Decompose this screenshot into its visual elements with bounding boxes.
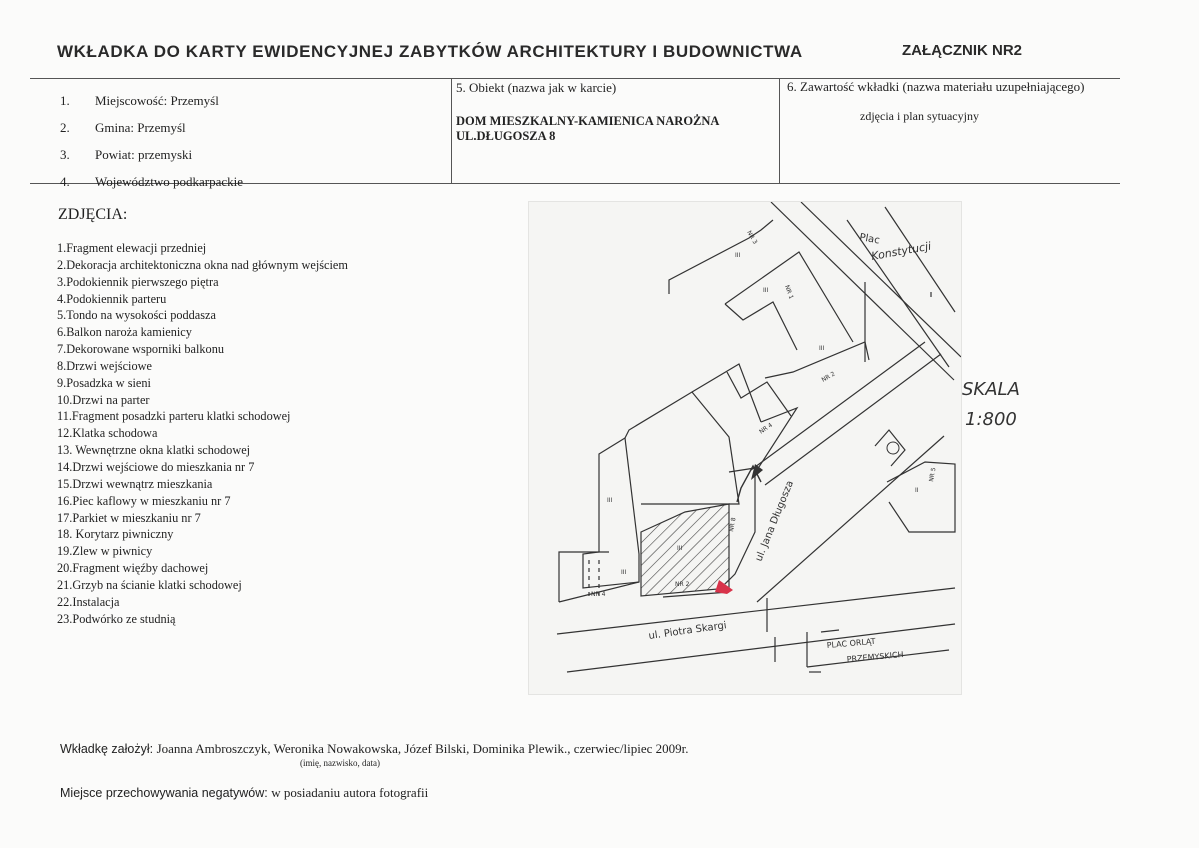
- map-label-nr-top: NR 3: [745, 229, 759, 246]
- column-divider-left: [451, 78, 452, 183]
- map-label-nr4-left: NR 4: [591, 591, 606, 598]
- photo-item: 2.Dekoracja architektoniczna okna nad głównym wejściem: [57, 257, 348, 272]
- founded-by: [60, 741, 689, 757]
- photo-item: 16.Piec kaflowy w mieszkaniu nr 7: [57, 493, 231, 508]
- street-edge: [801, 202, 961, 357]
- photos-list: [57, 240, 348, 627]
- photo-item: 10.Drzwi na parter: [57, 392, 150, 407]
- map-label-nr2: NR 2: [820, 370, 837, 384]
- parcel-outline: [875, 430, 905, 466]
- parcel-outline: [887, 462, 955, 532]
- document-title: WKŁADKA DO KARTY EWIDENCYJNEJ ZABYTKÓW ARCHITEKTURY I BUDOWNICTWA: [57, 42, 803, 61]
- location-list: [60, 93, 243, 201]
- parcel-outline: [757, 408, 797, 470]
- map-label-nr4: NR 4: [758, 421, 774, 436]
- photo-item: 23.Podwórko ze studnią: [57, 611, 176, 626]
- street-edge: [765, 354, 941, 485]
- photo-item: 15.Drzwi wewnątrz mieszkania: [57, 476, 213, 491]
- map-label-dlugosza: ul. Jana Długosza: [753, 479, 797, 564]
- photo-item: 6.Balkon naroża kamienicy: [57, 325, 192, 340]
- location-item: 2. Gmina: Przemyśl: [60, 120, 186, 135]
- map-label-storeys: III: [607, 497, 613, 504]
- photos-title: ZDJĘCIA:: [58, 206, 128, 223]
- photo-item: 4.Podokiennik parteru: [57, 291, 167, 306]
- contents-label: 6. Zawartość wkładki (nazwa materiału uzupełniającego): [787, 79, 1085, 94]
- map-label-plac-orlat: PLAC ORLĄT: [826, 636, 876, 650]
- parcel-outline: [725, 302, 797, 350]
- photo-item: 5.Tondo na wysokości poddasza: [57, 308, 216, 323]
- map-label-konstytucji: Konstytucji: [870, 239, 933, 263]
- object-name: DOM MIESZKALNY-KAMIENICA NAROŻNA UL.DŁUGOSZA 8: [456, 114, 720, 143]
- map-label-skargi: ul. Piotra Skargi: [647, 620, 728, 642]
- map-label-nr8: NR 8: [728, 516, 738, 533]
- parcel-outline: [669, 220, 773, 294]
- location-item: 4. Województwo podkarpackie: [60, 174, 244, 189]
- scale-value: 1:800: [965, 409, 1017, 430]
- map-label-storeys: III: [735, 252, 741, 259]
- scale-annotation: [962, 375, 1020, 435]
- founded-label: Wkładkę założył:: [60, 742, 154, 756]
- negatives-value: w posiadaniu autora fotografii: [271, 785, 429, 800]
- parcel-outline: [765, 342, 869, 378]
- map-label-plac: Plac: [858, 232, 881, 247]
- annex-label: ZAŁĄCZNIK NR2: [902, 42, 1022, 59]
- map-label-nr1: NR 1: [783, 284, 795, 301]
- site-plan: [528, 201, 962, 695]
- street-edge: [757, 436, 944, 602]
- street-edge: [751, 342, 925, 470]
- street-edge: [771, 202, 954, 380]
- map-label-storeys: III: [819, 345, 825, 352]
- location-item: 1. Miejscowość: Przemyśl: [60, 93, 219, 108]
- photo-item: 11.Fragment posadzki parteru klatki schodowej: [57, 409, 291, 424]
- founded-hint: (imię, nazwisko, data): [300, 758, 380, 768]
- parcel-outline: [727, 372, 791, 416]
- map-label-storeys: III: [763, 287, 769, 294]
- map-label-nr-right: NR 5: [928, 466, 938, 483]
- photo-item: 3.Podokiennik pierwszego piętra: [57, 274, 219, 289]
- location-item: 3. Powiat: przemyski: [60, 147, 193, 162]
- negatives-label: Miejsce przechowywania negatywów:: [60, 786, 268, 800]
- photo-item: 1.Fragment elewacji przedniej: [57, 241, 207, 255]
- parcel-outline: [625, 392, 739, 504]
- map-label-storeys: III: [621, 569, 627, 576]
- scale-label: SKALA: [962, 379, 1020, 400]
- map-label-nr2-object: NR 2: [675, 581, 690, 588]
- map-label-storeys: III: [677, 545, 683, 552]
- photo-item: 20.Fragment więźby dachowej: [57, 561, 209, 576]
- photo-item: 13. Wewnętrzne okna klatki schodowej: [57, 443, 251, 458]
- photo-item: 18. Korytarz piwniczny: [57, 527, 174, 542]
- photo-item: 22.Instalacja: [57, 594, 120, 609]
- site-plan-drawing: [529, 202, 961, 694]
- photo-item: 7.Dekorowane wsporniki balkonu: [57, 342, 224, 357]
- street-edge: [557, 588, 955, 634]
- photo-item: 19.Zlew w piwnicy: [57, 544, 153, 559]
- map-label-storeys: II: [915, 487, 919, 494]
- parcel-outline: [692, 364, 761, 422]
- parcel-outline: [583, 438, 639, 588]
- photo-item: 8.Drzwi wejściowe: [57, 358, 152, 373]
- founded-value: Joanna Ambroszczyk, Weronika Nowakowska, Józef Bilski, Dominika Plewik., czerwiec/lipiec 2009r.: [156, 741, 689, 756]
- map-label-przemyskich: PRZEMYSKICH: [846, 650, 904, 664]
- photo-item: 17.Parkiet w mieszkaniu nr 7: [57, 510, 201, 525]
- column-divider-right: [779, 78, 780, 183]
- contents-section: [787, 79, 1117, 124]
- street-edge: [567, 624, 955, 672]
- object-label: 5. Obiekt (nazwa jak w karcie): [456, 80, 617, 95]
- photo-item: 12.Klatka schodowa: [57, 426, 158, 441]
- negatives-location: [60, 785, 428, 801]
- parcel-outline: [821, 630, 839, 632]
- photo-item: 21.Grzyb na ścianie klatki schodowej: [57, 577, 242, 592]
- well-symbol: [887, 442, 899, 454]
- object-section: [456, 80, 776, 144]
- contents-value: zdjęcia i plan sytuacyjny: [860, 109, 979, 123]
- photo-item: 9.Posadzka w sieni: [57, 375, 151, 390]
- street-edge: [885, 207, 955, 312]
- photo-item: 14.Drzwi wejściowe do mieszkania nr 7: [57, 459, 255, 474]
